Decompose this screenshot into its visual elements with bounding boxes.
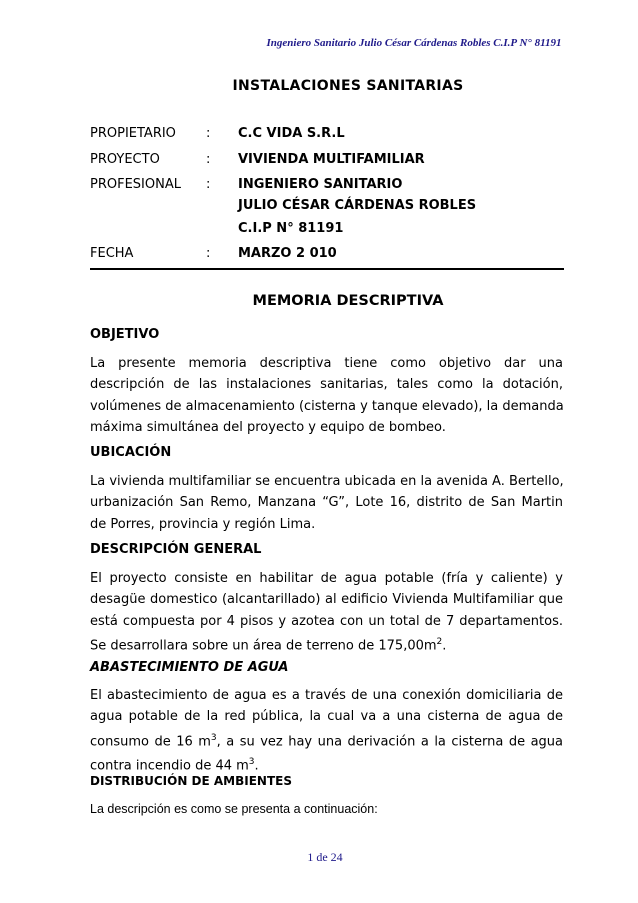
paragraph-line: [90, 728, 563, 753]
objetivo-heading: OBJETIVO: [90, 327, 160, 342]
document-title: INSTALACIONES SANITARIAS: [232, 78, 464, 94]
colon: :: [206, 246, 211, 261]
horizontal-divider: [90, 268, 564, 270]
paragraph-line: volúmenes de almacenamiento (cisterna y tanque elevado), la demanda: [90, 398, 564, 414]
paragraph-line: El abastecimiento de agua es a través de una conexión domiciliaria de: [90, 688, 563, 703]
line-text: consumo de 16 m: [90, 733, 211, 749]
propietario-label: PROPIETARIO: [90, 126, 176, 141]
line-text: contra incendio de 44 m: [90, 758, 249, 774]
descripcion-heading: DESCRIPCIÓN GENERAL: [90, 542, 262, 557]
proyecto-value: VIVIENDA MULTIFAMILIAR: [238, 152, 425, 167]
profesional-name: JULIO CÉSAR CÁRDENAS ROBLES: [238, 198, 477, 213]
distribucion-text: La descripción es como se presenta a continuación:: [90, 802, 378, 816]
propietario-value: C.C VIDA S.R.L: [238, 126, 345, 141]
superscript: 3: [210, 732, 217, 743]
paragraph-line: [90, 632, 563, 657]
profesional-value: INGENIERO SANITARIO: [238, 177, 403, 192]
paragraph-line: máxima simultánea del proyecto y equipo de bombeo.: [90, 419, 446, 435]
superscript: 2: [436, 636, 443, 647]
memoria-title: MEMORIA DESCRIPTIVA: [252, 293, 444, 309]
paragraph-line: agua potable de la red pública, la cual va a una cisterna de agua de: [90, 709, 563, 725]
colon: :: [206, 152, 211, 167]
proyecto-label: PROYECTO: [90, 152, 160, 167]
colon: :: [206, 126, 211, 141]
distribucion-heading: DISTRIBUCIÓN DE AMBIENTES: [90, 774, 292, 788]
line-text: , a su vez hay una derivación a la cisterna de agua: [216, 733, 563, 749]
profesional-cip: C.I.P N° 81191: [238, 221, 344, 236]
paragraph-line: La vivienda multifamiliar se encuentra ubicada en la avenida A. Bertello,: [90, 474, 564, 489]
paragraph-line: está compuesta por 4 pisos y azotea con un total de 7 departamentos.: [90, 613, 563, 629]
fecha-label: FECHA: [90, 246, 134, 261]
page-number: 1 de 24: [307, 850, 343, 864]
paragraph-line: urbanización San Remo, Manzana “G”, Lote 16, distrito de San Martin: [90, 495, 563, 511]
colon: :: [206, 177, 211, 192]
descripcion-paragraph: [90, 568, 563, 657]
paragraph-line: de Porres, provincia y región Lima.: [90, 516, 316, 532]
abastecimiento-heading: ABASTECIMIENTO DE AGUA: [90, 660, 289, 675]
ubicacion-paragraph: [90, 471, 563, 535]
fecha-value: MARZO 2 010: [238, 246, 337, 261]
line-text: .: [442, 638, 447, 654]
line-text: Se desarrollara sobre un área de terreno de 175,00m: [90, 638, 437, 654]
paragraph-line: desagüe domestico (alcantarillado) al edificio Vivienda Multifamiliar que: [90, 592, 563, 608]
profesional-label: PROFESIONAL: [90, 177, 181, 192]
objetivo-paragraph: [90, 353, 563, 438]
paragraph-line: descripción de las instalaciones sanitarias, tales como la dotación,: [90, 377, 563, 393]
page-header: Ingeniero Sanitario Julio César Cárdenas Robles C.I.P N° 81191: [266, 37, 562, 49]
line-text: .: [254, 758, 259, 774]
superscript: 3: [248, 757, 255, 768]
paragraph-line: La presente memoria descriptiva tiene como objetivo dar una: [90, 356, 563, 371]
ubicacion-heading: UBICACIÓN: [90, 445, 172, 460]
paragraph-line: El proyecto consiste en habilitar de agua potable (fría y caliente) y: [90, 571, 563, 586]
abastecimiento-paragraph: [90, 685, 563, 777]
